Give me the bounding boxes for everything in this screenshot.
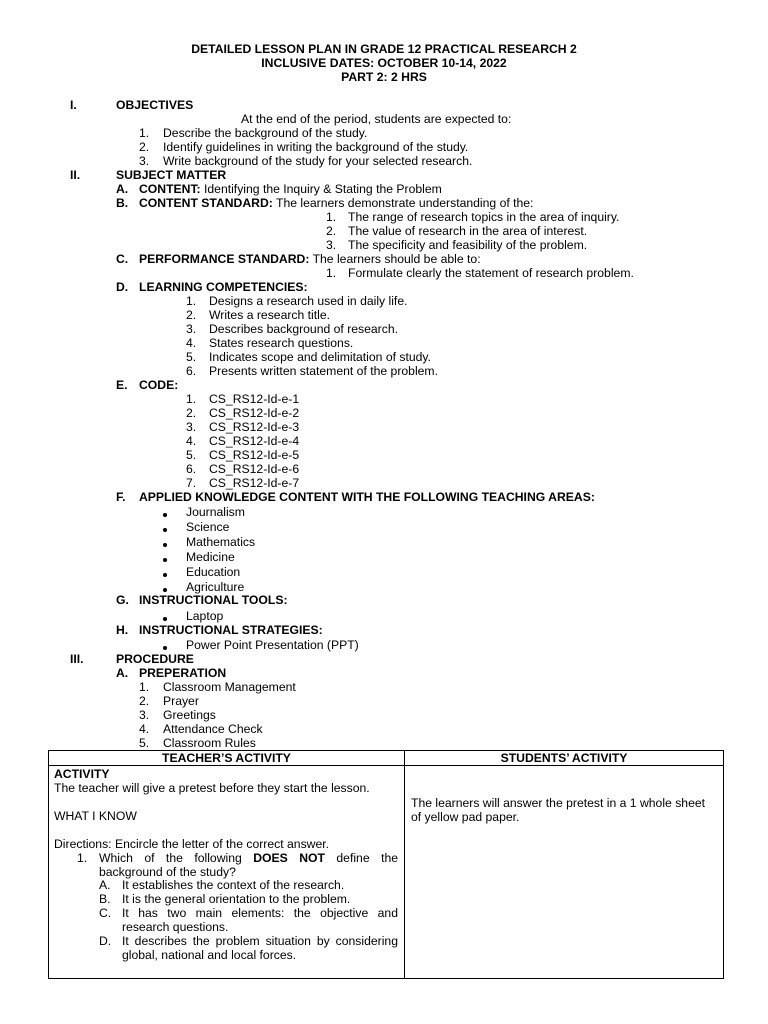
section-numeral-subject-matter: II.	[70, 168, 81, 182]
preparation-item: Classroom Management	[163, 680, 296, 694]
code-item: CS_RS12-Id-e-5	[209, 448, 300, 462]
list-number: 2.	[186, 406, 197, 420]
code-item: CS_RS12-Id-e-6	[209, 462, 300, 476]
code-item: CS_RS12-Id-e-1	[209, 392, 300, 406]
teaching-area-item: Agriculture	[186, 580, 245, 594]
bullet-icon	[163, 543, 167, 547]
preparation-item: Greetings	[163, 708, 216, 722]
teaching-area-item: Education	[186, 565, 241, 579]
subsection-letter: D.	[116, 280, 129, 294]
performance-standard-text: The learners should be able to:	[309, 252, 481, 266]
performance-standard-line	[139, 253, 481, 267]
list-number: 1.	[139, 126, 150, 140]
subsection-letter: C.	[116, 252, 129, 266]
choice-text: It is the general orientation to the problem.	[122, 892, 351, 907]
content-standard-item: The value of research in the area of interest.	[348, 224, 588, 238]
list-number: 1.	[326, 266, 337, 280]
title-line-1: DETAILED LESSON PLAN IN GRADE 12 PRACTICAL RESEARCH 2	[191, 42, 577, 56]
teacher-activity-header: TEACHER’S ACTIVITY	[49, 751, 405, 766]
section-numeral-procedure: III.	[70, 652, 84, 666]
objective-item: Describe the background of the study.	[163, 126, 368, 140]
title-line-2: INCLUSIVE DATES: OCTOBER 10-14, 2022	[261, 56, 507, 70]
instructional-strategies-label: INSTRUCTIONAL STRATEGIES:	[139, 623, 323, 637]
choice-item	[54, 935, 398, 963]
choice-letter: A.	[99, 878, 111, 893]
bullet-icon	[163, 558, 167, 562]
choice-letter: B.	[99, 892, 111, 907]
section-numeral-objectives: I.	[70, 98, 77, 112]
subsection-letter: B.	[116, 196, 129, 210]
content-label: CONTENT:	[139, 182, 201, 196]
list-number: 1.	[326, 210, 337, 224]
list-number: 5.	[186, 448, 197, 462]
subsection-letter: H.	[116, 623, 129, 637]
preparation-item: Attendance Check	[163, 722, 263, 736]
content-standard-text: The learners demonstrate understanding of the:	[272, 196, 534, 210]
competency-item: States research questions.	[209, 336, 354, 350]
list-number: 5.	[186, 350, 197, 364]
instructional-tools-label: INSTRUCTIONAL TOOLS:	[139, 593, 288, 607]
activity-intro: The teacher will give a pretest before they start the lesson.	[54, 780, 370, 795]
content-standard-label: CONTENT STANDARD:	[139, 196, 273, 210]
question-item	[54, 852, 398, 880]
content-standard-line	[139, 197, 533, 211]
bullet-icon	[163, 573, 167, 577]
preparation-item: Prayer	[163, 694, 199, 708]
applied-knowledge-label: APPLIED KNOWLEDGE CONTENT WITH THE FOLLOWING TEACHING AREAS:	[139, 490, 595, 504]
performance-standard-item: Formulate clearly the statement of research problem.	[348, 266, 634, 280]
choice-item	[54, 879, 398, 893]
choice-text: It describes the problem situation by considering global, national and local forces.	[122, 934, 398, 962]
list-number: 2.	[186, 308, 197, 322]
competency-item: Writes a research title.	[209, 308, 331, 322]
question-text-part: Which of the following	[99, 850, 254, 865]
teaching-area-item: Medicine	[186, 550, 235, 564]
preparation-label: PREPERATION	[139, 666, 227, 680]
content-standard-item: The specificity and feasibility of the problem.	[348, 238, 588, 252]
question-number: 1.	[77, 850, 88, 865]
choice-letter: D.	[99, 934, 112, 949]
list-number: 5.	[139, 736, 150, 750]
list-number: 4.	[186, 434, 197, 448]
choice-text: It establishes the context of the research.	[122, 878, 345, 893]
teacher-activity-cell	[49, 766, 405, 979]
students-activity-header: STUDENTS’ ACTIVITY	[405, 751, 724, 766]
objectives-intro: At the end of the period, students are expected to:	[241, 112, 512, 126]
list-number: 1.	[139, 680, 150, 694]
list-number: 3.	[326, 238, 337, 252]
list-number: 3.	[186, 420, 197, 434]
subsection-letter: G.	[116, 593, 129, 607]
students-activity-cell	[405, 766, 724, 979]
list-number: 4.	[139, 722, 150, 736]
performance-standard-label: PERFORMANCE STANDARD:	[139, 252, 310, 266]
directions-text: Directions: Encircle the letter of the correct answer.	[54, 836, 330, 851]
list-number: 4.	[186, 336, 197, 350]
list-number: 3.	[139, 708, 150, 722]
table-row	[49, 766, 724, 979]
competency-item: Indicates scope and delimitation of study.	[209, 350, 431, 364]
choice-item	[54, 907, 398, 935]
code-item: CS_RS12-Id-e-7	[209, 476, 300, 490]
content-line	[139, 183, 442, 197]
table-header-row	[49, 751, 724, 766]
section-title-subject-matter: SUBJECT MATTER	[116, 168, 227, 182]
competency-item: Designs a research used in daily life.	[209, 294, 408, 308]
code-item: CS_RS12-Id-e-2	[209, 406, 300, 420]
students-activity-text: The learners will answer the pretest in a 1 whole sheet of yellow pad paper.	[411, 796, 706, 824]
bullet-icon	[163, 588, 167, 592]
list-number: 6.	[186, 364, 197, 378]
competency-item: Presents written statement of the problem.	[209, 364, 438, 378]
subsection-letter: A.	[116, 666, 129, 680]
choice-letter: C.	[99, 906, 112, 921]
code-item: CS_RS12-Id-e-3	[209, 420, 300, 434]
bullet-icon	[163, 646, 167, 650]
list-number: 2.	[139, 694, 150, 708]
title-line-3: PART 2: 2 HRS	[341, 70, 427, 84]
list-number: 1.	[186, 392, 197, 406]
question-text	[99, 852, 398, 880]
content-text: Identifying the Inquiry & Stating the Problem	[200, 182, 442, 196]
objective-item: Identify guidelines in writing the background of the study.	[163, 140, 469, 154]
bullet-icon	[163, 528, 167, 532]
bullet-icon	[163, 617, 167, 621]
code-item: CS_RS12-Id-e-4	[209, 434, 300, 448]
choice-text: It has two main elements: the objective and research questions.	[122, 906, 398, 935]
teaching-area-item: Journalism	[186, 505, 245, 519]
activity-heading: ACTIVITY	[54, 767, 110, 781]
learning-competencies-label: LEARNING COMPETENCIES:	[139, 280, 308, 294]
list-number: 2.	[139, 140, 150, 154]
competency-item: Describes background of research.	[209, 322, 399, 336]
list-number: 2.	[326, 224, 337, 238]
subsection-letter: F.	[116, 490, 126, 504]
subsection-letter: E.	[116, 378, 128, 392]
what-i-know-heading: WHAT I KNOW	[54, 808, 137, 823]
teaching-area-item: Mathematics	[186, 535, 256, 549]
choice-item	[54, 893, 398, 907]
objective-item: Write background of the study for your selected research.	[163, 154, 473, 168]
teaching-area-item: Science	[186, 520, 230, 534]
list-number: 7.	[186, 476, 197, 490]
tool-item: Laptop	[186, 609, 224, 623]
list-number: 3.	[139, 154, 150, 168]
list-number: 1.	[186, 294, 197, 308]
subsection-letter: A.	[116, 182, 129, 196]
content-standard-item: The range of research topics in the area of inquiry.	[348, 210, 620, 224]
strategy-item: Power Point Presentation (PPT)	[186, 638, 359, 652]
question-text-part: define the background of the study?	[99, 850, 399, 879]
section-title-procedure: PROCEDURE	[116, 652, 194, 666]
code-label: CODE:	[139, 378, 179, 392]
section-title-objectives: OBJECTIVES	[116, 98, 194, 112]
bullet-icon	[163, 513, 167, 517]
preparation-item: Classroom Rules	[163, 736, 256, 750]
question-emphasis: DOES NOT	[253, 850, 325, 865]
list-number: 6.	[186, 462, 197, 476]
list-number: 3.	[186, 322, 197, 336]
activity-table	[48, 750, 724, 979]
